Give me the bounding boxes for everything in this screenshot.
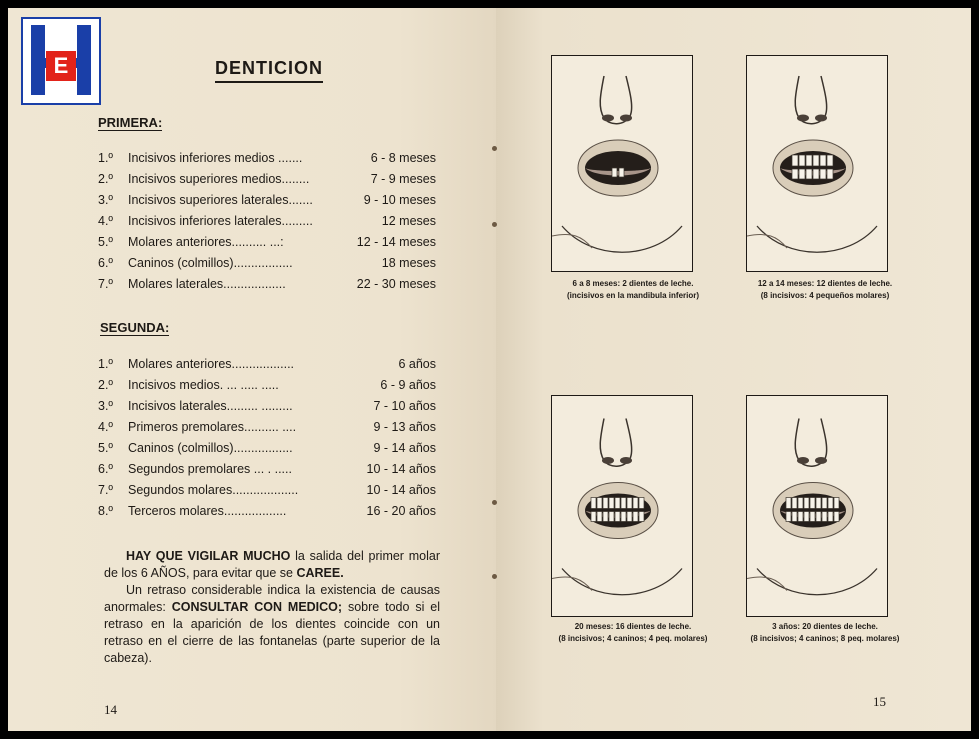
dentition-row (98, 172, 436, 192)
row-value: 9 - 13 años (373, 420, 436, 434)
row-value: 9 - 14 años (373, 441, 436, 455)
caption-line-1: 3 años: 20 dientes de leche. (772, 622, 878, 631)
page-number-left: 14 (104, 702, 117, 717)
advice-text-2: Un retraso considerable indica la existencia de causas anormales: (104, 583, 440, 614)
row-num: 4.º (98, 214, 113, 228)
row-label: Segundos premolares ... . ..... (128, 462, 292, 476)
logo (21, 17, 101, 105)
page-title: DENTICION (215, 58, 323, 83)
row-value: 7 - 10 años (373, 399, 436, 413)
row-num: 4.º (98, 420, 113, 434)
row-label: Caninos (colmillos)................. (128, 441, 293, 455)
figure-caption (730, 278, 920, 302)
row-num: 3.º (98, 193, 113, 207)
row-num: 3.º (98, 399, 113, 413)
row-num: 1.º (98, 357, 113, 371)
row-value: 6 - 8 meses (370, 151, 436, 165)
advice-paragraph (104, 548, 440, 667)
caption-line-2: (incisivos en la mandibula inferior) (566, 291, 700, 300)
face-drawing (552, 56, 692, 271)
left-page (8, 8, 496, 731)
row-label: Incisivos superiores medios........ (128, 172, 310, 186)
mouth-illustration (746, 55, 888, 272)
caption-line-1: 12 a 14 meses: 12 dientes de leche. (757, 279, 893, 288)
row-value: 12 meses (381, 214, 436, 228)
caption-line-2: (8 incisivos; 4 caninos; 4 peq. molares) (558, 634, 708, 643)
row-label: Terceros molares.................. (128, 504, 287, 518)
dentition-row (98, 214, 436, 234)
advice-text-3: sobre todo si el retraso en la aparición de los dientes coincide con un retraso en el cierre de las fontanelas (parte superior de la cabeza). (104, 600, 441, 665)
row-label: Molares laterales.................. (128, 277, 286, 291)
dentition-row (98, 378, 436, 398)
caption-line-2: (8 incisivos: 4 pequeños molares) (760, 291, 890, 300)
mouth-illustration (551, 395, 693, 617)
row-value: 9 - 10 meses (363, 193, 436, 207)
page-number-right: 15 (873, 694, 886, 709)
primera-heading: PRIMERA: (98, 115, 163, 130)
face-drawing (747, 56, 887, 271)
row-num: 2.º (98, 172, 113, 186)
dentition-row (98, 256, 436, 276)
segunda-heading: SEGUNDA: (100, 320, 170, 335)
row-label: Primeros premolares.......... .... (128, 420, 297, 434)
row-value: 7 - 9 meses (370, 172, 436, 186)
figure-caption (538, 278, 728, 302)
advice-text-1: la salida del primer molar de los 6 AÑOS, para evitar que se (104, 549, 441, 580)
dentition-row (98, 193, 436, 213)
row-label: Molares anteriores.......... ...: (128, 235, 284, 249)
row-label: Incisivos medios. ... ..... ..... (128, 378, 279, 392)
caption-line-1: 20 meses: 16 dientes de leche. (574, 622, 692, 631)
dentition-row (98, 151, 436, 171)
row-num: 2.º (98, 378, 113, 392)
row-value: 12 - 14 meses (356, 235, 436, 249)
row-label: Segundos molares................... (128, 483, 299, 497)
row-value: 6 - 9 años (380, 378, 436, 392)
dentition-row (98, 483, 436, 503)
row-label: Caninos (colmillos)................. (128, 256, 293, 270)
row-value: 10 - 14 años (366, 483, 436, 497)
row-num: 5.º (98, 235, 113, 249)
row-num: 6.º (98, 462, 113, 476)
row-label: Incisivos superiores laterales....... (128, 193, 313, 207)
row-value: 10 - 14 años (366, 462, 436, 476)
caption-line-2: (8 incisivos; 4 caninos; 8 peq. molares) (750, 634, 900, 643)
advice-bold-1: HAY QUE VIGILAR MUCHO (126, 549, 291, 563)
row-num: 6.º (98, 256, 113, 270)
row-value: 18 meses (381, 256, 436, 270)
row-value: 16 - 20 años (366, 504, 436, 518)
dentition-row (98, 235, 436, 255)
face-drawing (552, 396, 692, 616)
dentition-row (98, 441, 436, 461)
booklet-spread (8, 8, 971, 731)
binding-stitch (492, 500, 497, 505)
row-label: Molares anteriores.................. (128, 357, 295, 371)
face-drawing (747, 396, 887, 616)
row-value: 22 - 30 meses (356, 277, 436, 291)
binding-stitch (492, 222, 497, 227)
row-value: 6 años (398, 357, 436, 371)
figure-caption (538, 621, 728, 645)
mouth-illustration (551, 55, 693, 272)
binding-stitch (492, 146, 497, 151)
logo-letter: E (46, 51, 76, 81)
dentition-row (98, 357, 436, 377)
row-num: 7.º (98, 277, 113, 291)
advice-bold-3: CONSULTAR CON MEDICO; (171, 600, 343, 614)
binding-stitch (492, 574, 497, 579)
dentition-row (98, 399, 436, 419)
right-page (496, 8, 971, 731)
dentition-row (98, 462, 436, 482)
row-label: Incisivos inferiores laterales......... (128, 214, 313, 228)
row-label: Incisivos laterales......... ......... (128, 399, 293, 413)
dentition-row (98, 504, 436, 524)
row-label: Incisivos inferiores medios ....... (128, 151, 303, 165)
dentition-row (98, 420, 436, 440)
row-num: 5.º (98, 441, 113, 455)
row-num: 1.º (98, 151, 113, 165)
caption-line-1: 6 a 8 meses: 2 dientes de leche. (572, 279, 694, 288)
advice-bold-2: CAREE. (296, 566, 344, 580)
mouth-illustration (746, 395, 888, 617)
dentition-row (98, 277, 436, 297)
figure-caption (730, 621, 920, 645)
row-num: 8.º (98, 504, 113, 518)
row-num: 7.º (98, 483, 113, 497)
